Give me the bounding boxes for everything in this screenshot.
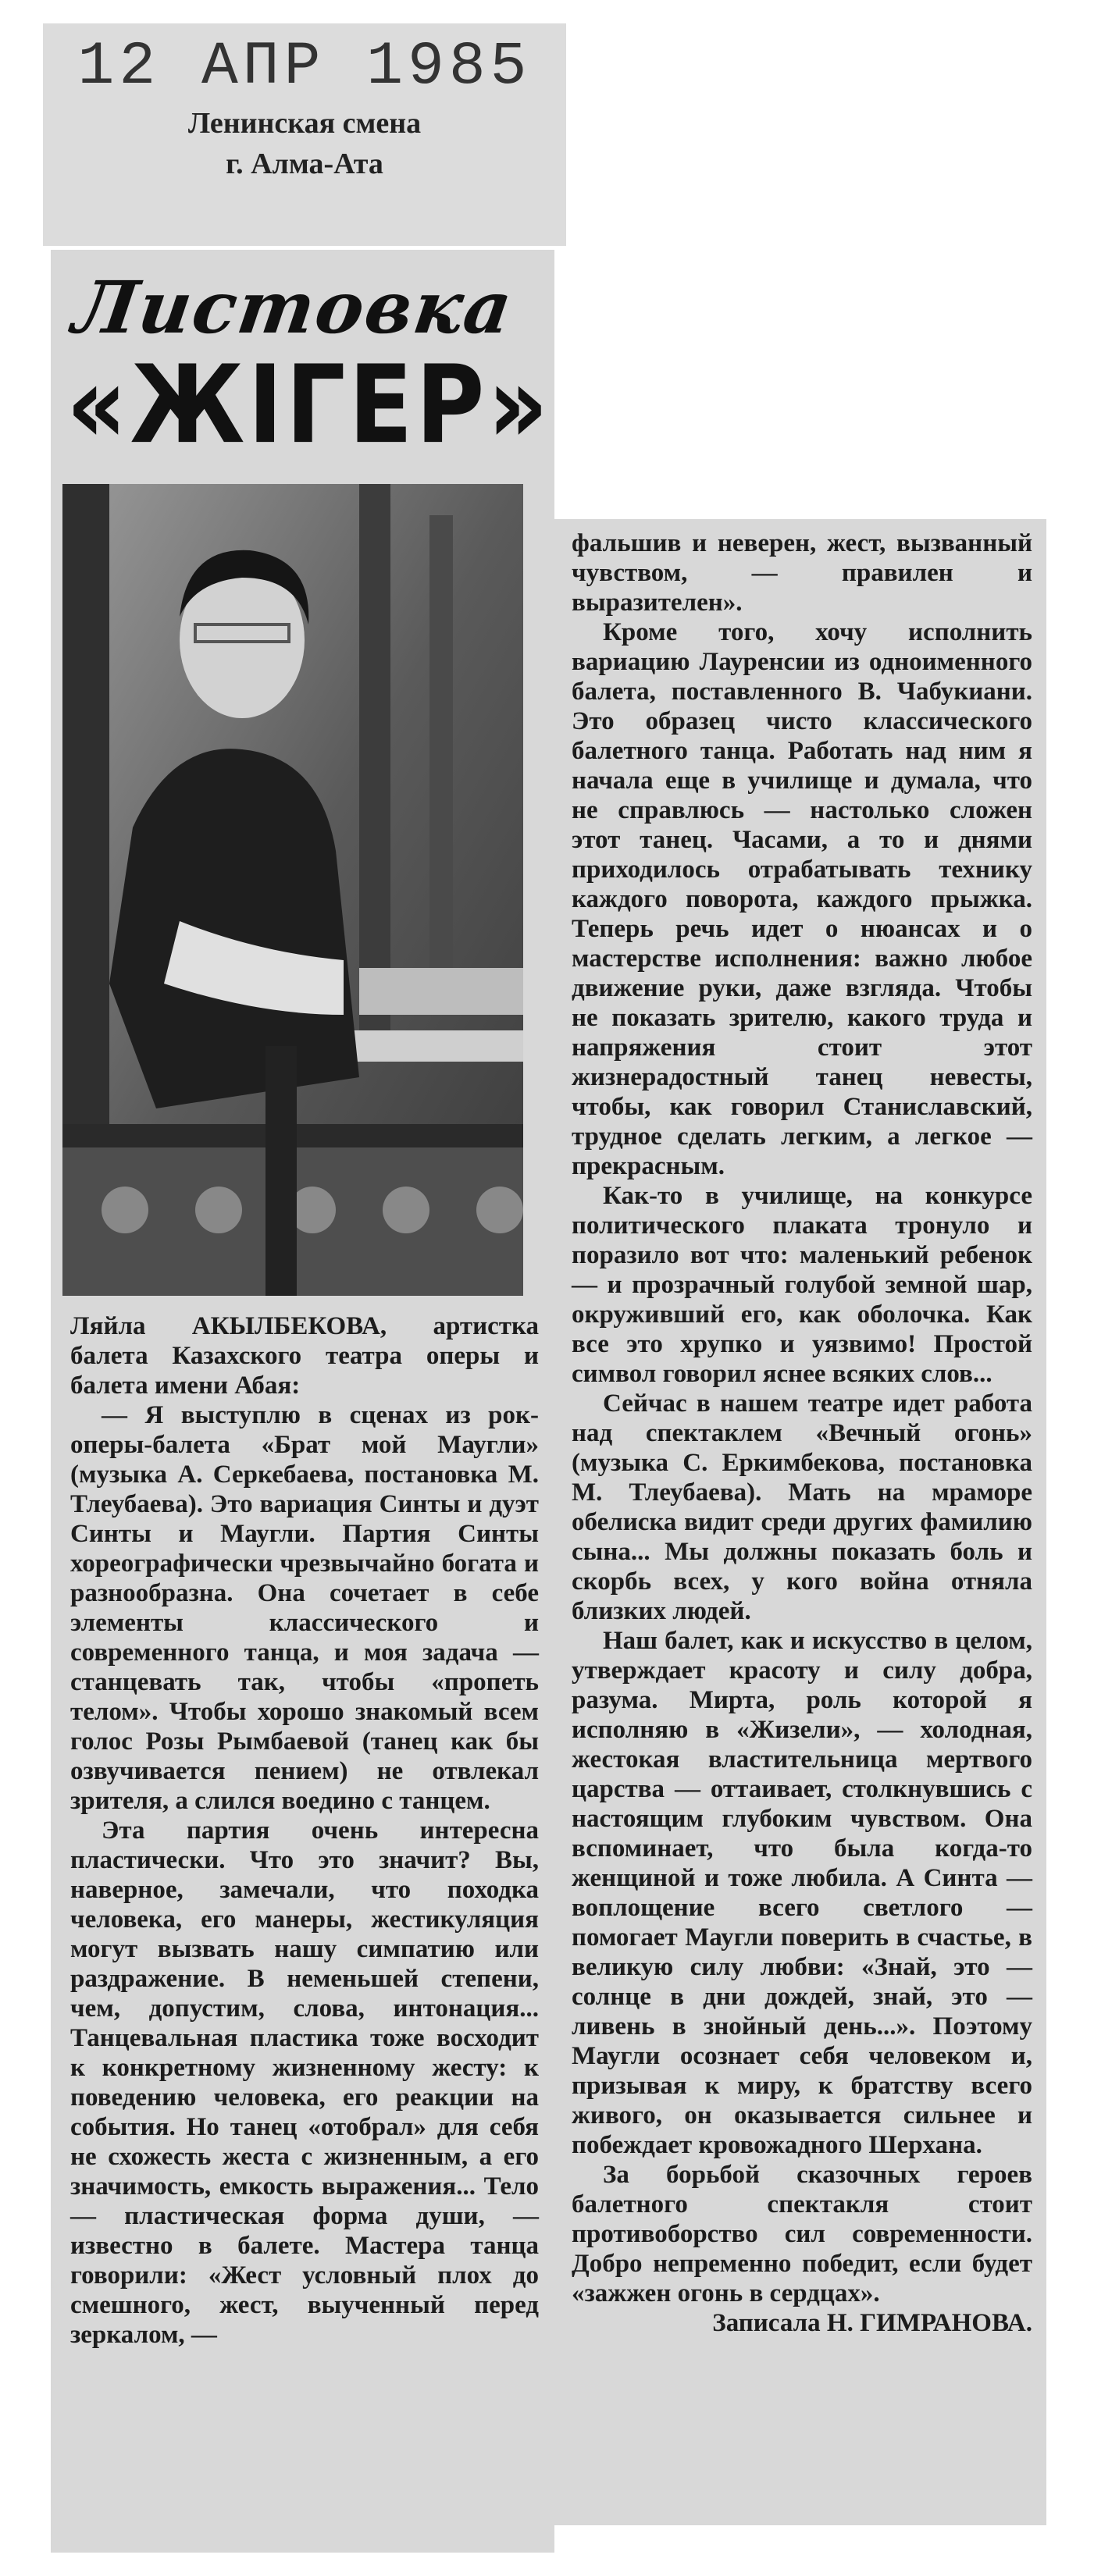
- text-paragraph: — Я выступлю в сценах из рок-оперы-балета «Брат мой Маугли» (музыка А. Серкебаева, постановка М. Тлеубаева). Это вариация Синты и дуэт Синты и Маугли. Партия Синты хореографически чрезвычайно богата и разнообразна. Она сочетает в себе элементы классического и современного танца, и моя задача — станцевать так, чтобы «пропеть телом». Чтобы хорошо знакомый всем голос Розы Рымбаевой (танец как бы озвучивается пением) не отвлекал зрителя, а слился воедино с танцем.: [70, 1401, 539, 1815]
- article-column-2: [554, 519, 1046, 2525]
- portrait-photo: [62, 484, 523, 1296]
- text-paragraph: Эта партия очень интересна пластически. Что это значит? Вы, наверное, замечали, что походка человека, его манеры, жестикуляция могут вызвать нашу симпатию или раздражение. В неменьшей степени, чем, допустим, слова, интонация... Танцевальная пластика тоже восходит к конкретному жизненному жесту: к поведению человека, его реакции на события. Но танец «отобрал» для себя не схожесть жеста с жизненным, а его значимость, емкость выражения... Тело — пластическая форма души, — известно в балете. Мастера танца говорили: «Жест условный плох до смешного, жест, выученный перед зеркалом, —: [70, 1816, 539, 2349]
- stamp-newspaper: Ленинская смена: [187, 107, 422, 140]
- column-2-text: [572, 528, 1032, 2338]
- text-paragraph: За борьбой сказочных героев балетного спектакля стоит противоборство сил современности. Добро непременно победит, если будет «зажжен огонь в сердцах».: [572, 2161, 1032, 2307]
- text-paragraph: Кроме того, хочу исполнить вариацию Лауренсии из одноименного балета, поставленного В. Чабукиани. Это образец чисто классического балетного танца. Работать над ним я начала еще в училище и думала, что не справлюсь — настолько сложен этот танец. Часами, а то и днями приходилось отрабатывать технику каждого поворота, каждого прыжка. Теперь речь идет о нюансах и о мастерстве исполнения: важно любое движение руки, даже взгляда. Чтобы не показать зрителю, какого труда и напряжения стоит этот жизнерадостный танец невесты, чтобы, как говорил Станиславский, трудное сделать легким, а легкое — прекрасным.: [572, 618, 1032, 1180]
- stamp-date: 12 АПР 1985: [77, 33, 532, 101]
- portrait-photo-icon: [62, 484, 523, 1296]
- archive-stamp: [43, 23, 566, 246]
- stamp-city: г. Алма-Ата: [226, 148, 383, 180]
- article-title: «ЖIГЕР»: [66, 343, 551, 468]
- byline-paragraph: Ляйла АКЫЛБЕКОВА, артистка балета Казахского театра оперы и балета имени Абая:: [70, 1312, 539, 1400]
- text-paragraph: Сейчас в нашем театре идет работа над спектаклем «Вечный огонь» (музыка С. Еркимбекова, постановка М. Тлеубаева). Мать на мраморе обелиска видит среди других фамилию сына... Мы должны показать боль и скорбь всех, у кого война отняла близких людей.: [572, 1389, 1032, 1625]
- rubric-heading: Листовка: [68, 265, 519, 350]
- author-credit: Записала Н. ГИМРАНОВА.: [712, 2309, 1032, 2337]
- column-1-text: [70, 1311, 539, 2350]
- text-paragraph: Наш балет, как и искусство в целом, утверждает красоту и силу добра, разума. Мирта, роль которой я исполняю в «Жизели», — холодная, жестокая властительница мертвого царства — оттаивает, столкнувшись с настоящим глубоким чувством. Она вспоминает, что была когда-то женщиной и тоже любила. А Синта — воплощение всего светлого — помогает Маугли поверить в счастье, в великую силу любви: «Знай, это — солнце в дни дождей, знай, это — ливень в знойный день...». Поэтому Маугли осознает себя человеком и, призывая к миру, к братству всего живого, он оказывается сильнее и побеждает кровожадного Шерхана.: [572, 1627, 1032, 2159]
- text-paragraph: Как-то в училище, на конкурсе политического плаката тронуло и поразило вот что: маленький ребенок — и прозрачный голубой земной шар, окруживший его, как оболочка. Как все это хрупко и уязвимо! Простой символ говорил яснее всяких слов...: [572, 1182, 1032, 1388]
- text-paragraph: фальшив и неверен, жест, вызванный чувством, — правилен и выразителен».: [572, 529, 1032, 617]
- article-column-1: [51, 250, 554, 2553]
